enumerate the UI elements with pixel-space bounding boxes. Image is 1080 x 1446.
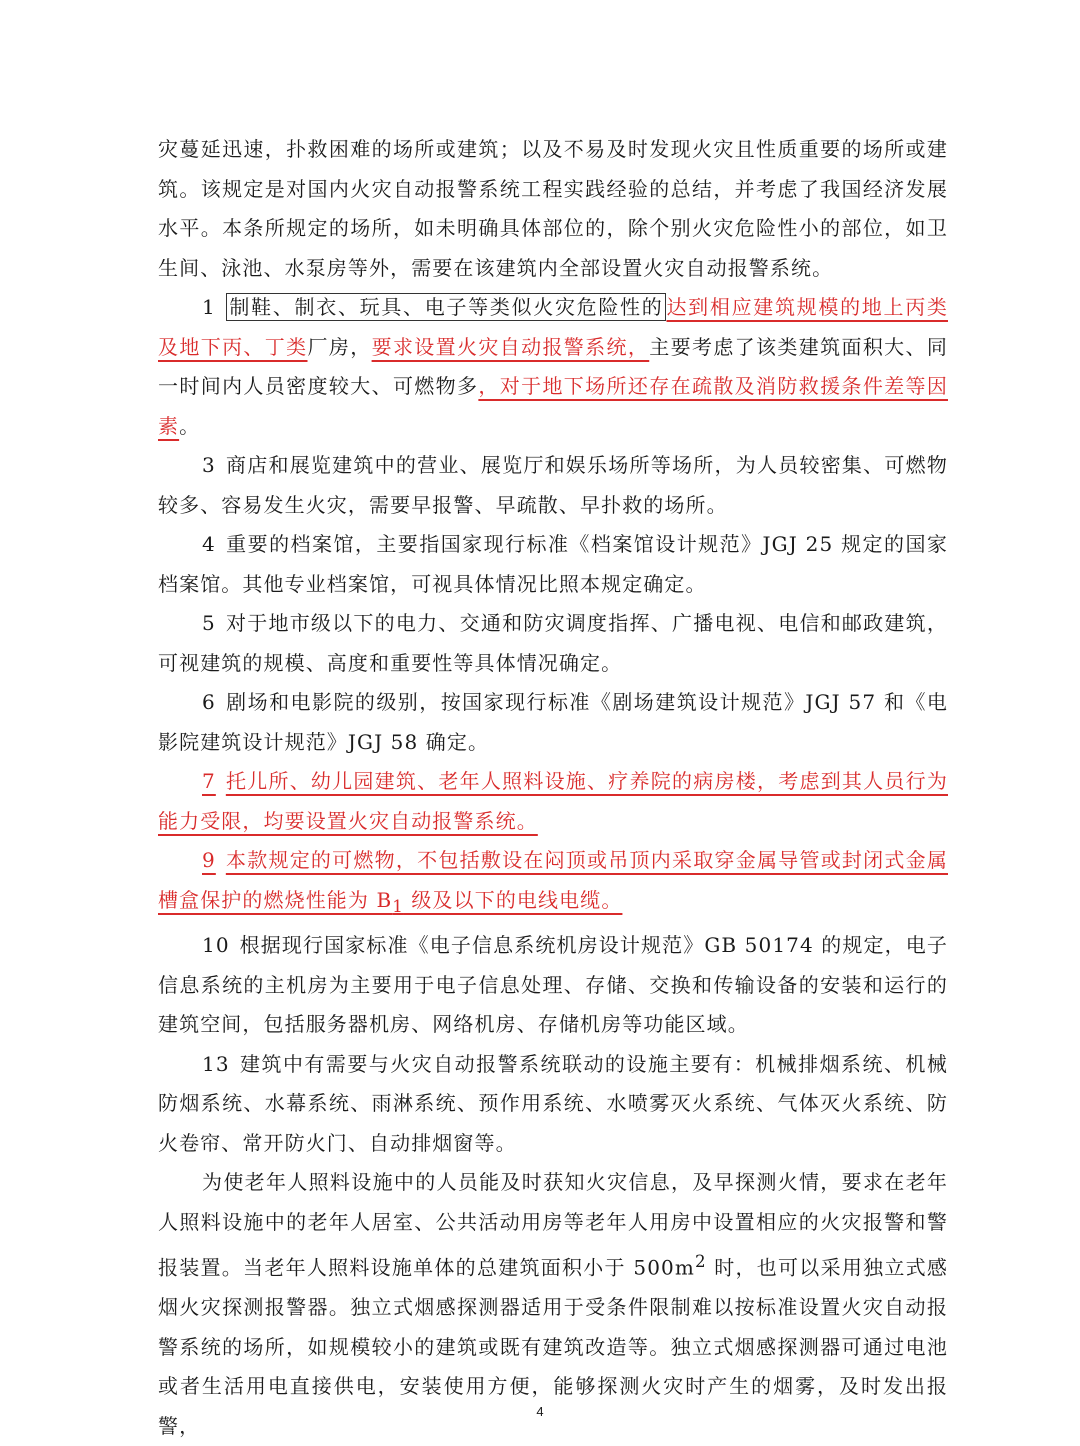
item-number: 9 bbox=[202, 848, 216, 872]
paragraph-item-13 bbox=[158, 1045, 948, 1164]
paragraph-item-6 bbox=[158, 683, 948, 762]
paragraph-item-10 bbox=[158, 926, 948, 1045]
paragraph-item-5 bbox=[158, 604, 948, 683]
item-text: 本款规定的可燃物，不包括敷设在闷顶或吊顶内采取穿金属导管或封闭式金属槽盒保护的燃烧性能为 B bbox=[158, 848, 948, 912]
item-number: 1 bbox=[202, 295, 216, 319]
item-number: 10 bbox=[202, 933, 230, 957]
paragraph-text: 为使老年人照料设施中的人员能及时获知火灾信息，及早探测火情，要求在老年人照料设施中的老年人居室、公共活动用房等老年人用房中设置相应的火灾报警和警报装置。当老年人照料设施单体的总建筑面积小于 500m bbox=[158, 1170, 948, 1280]
item-text: 重要的档案馆，主要指国家现行标准《档案馆设计规范》JGJ 25 规定的国家档案馆。其他专业档案馆，可视具体情况比照本规定确定。 bbox=[158, 532, 948, 596]
item-text: 托儿所、幼儿园建筑、老年人照料设施、疗养院的病房楼，考虑到其人员行为能力受限，均要设置火灾自动报警系统。 bbox=[158, 769, 948, 833]
item-text: 根据现行国家标准《电子信息系统机房设计规范》GB 50174 的规定，电子信息系统的主机房为主要用于电子信息处理、存储、交换和传输设备的安装和运行的建筑空间，包括服务器机房、网络机房、存储机房等功能区域。 bbox=[158, 933, 948, 1036]
page-number: 4 bbox=[536, 1404, 544, 1419]
item-text: 商店和展览建筑中的营业、展览厅和娱乐场所等场所，为人员较密集、可燃物较多、容易发生火灾，需要早报警、早疏散、早扑救的场所。 bbox=[158, 453, 948, 517]
highlighted-text bbox=[158, 769, 948, 833]
item-text-tail: 级及以下的电线电缆。 bbox=[403, 887, 623, 912]
item-number: 6 bbox=[202, 690, 216, 714]
highlighted-text bbox=[158, 848, 948, 916]
item-text: 剧场和电影院的级别，按国家现行标准《剧场建筑设计规范》JGJ 57 和《电影院建筑设计规范》JGJ 58 确定。 bbox=[158, 690, 948, 754]
item-text: 对于地市级以下的电力、交通和防灾调度指挥、广播电视、电信和邮政建筑，可视建筑的规模、高度和重要性等具体情况确定。 bbox=[158, 611, 948, 675]
paragraph-item-1 bbox=[158, 288, 948, 446]
body-text bbox=[158, 130, 948, 1446]
paragraph-item-3 bbox=[158, 446, 948, 525]
paragraph-text-tail: 时，也可以采用独立式感烟火灾探测报警器。独立式烟感探测器适用于受条件限制难以按标准设置火灾自动报警系统的场所，如规模较小的建筑或既有建筑改造等。独立式烟感探测器可通过电池或者生活用电直接供电，安装使用方便，能够探测火灾时产生的烟雾，及时发出报警， bbox=[158, 1255, 948, 1438]
paragraph-item-7 bbox=[158, 762, 948, 841]
body-text-run: 。 bbox=[179, 413, 201, 438]
body-text-run: 主要考虑了该类建筑面积大、同一时间内人员密度较大、可燃物多 bbox=[158, 334, 948, 398]
item-number: 3 bbox=[202, 453, 216, 477]
superscript: 2 bbox=[694, 1252, 707, 1271]
item-number: 5 bbox=[202, 611, 216, 635]
highlighted-text: ，对于地下场所还存在疏散及消防救援条件差等因素 bbox=[158, 374, 948, 438]
item-text: 建筑中有需要与火灾自动报警系统联动的设施主要有：机械排烟系统、机械防烟系统、水幕系统、雨淋系统、预作用系统、水喷雾灭火系统、气体灭火系统、防火卷帘、常开防火门、自动排烟窗等。 bbox=[158, 1051, 948, 1155]
boxed-text: 制鞋、制衣、玩具、电子等类似火灾危险性的 bbox=[226, 293, 667, 321]
item-number: 13 bbox=[202, 1051, 230, 1076]
subscript: 1 bbox=[392, 896, 404, 916]
highlighted-text: 达到相应建筑规模的地上丙类及地下丙、丁类 bbox=[158, 295, 948, 359]
body-text-run: 厂房， bbox=[307, 334, 372, 359]
item-number: 7 bbox=[202, 769, 216, 793]
paragraph-item-4 bbox=[158, 525, 948, 604]
paragraph-item-9 bbox=[158, 841, 948, 926]
paragraph-intro: 灾蔓延迅速，扑救困难的场所或建筑；以及不易及时发现火灾且性质重要的场所或建筑。该规定是对国内火灾自动报警系统工程实践经验的总结，并考虑了我国经济发展水平。本条所规定的场所，如未明确具体部位的，除个别火灾危险性小的部位，如卫生间、泳池、水泵房等外，需要在该建筑内全部设置火灾自动报警系统。 bbox=[158, 137, 948, 280]
highlighted-text: 要求设置火灾自动报警系统， bbox=[371, 334, 650, 359]
item-number: 4 bbox=[202, 532, 216, 556]
